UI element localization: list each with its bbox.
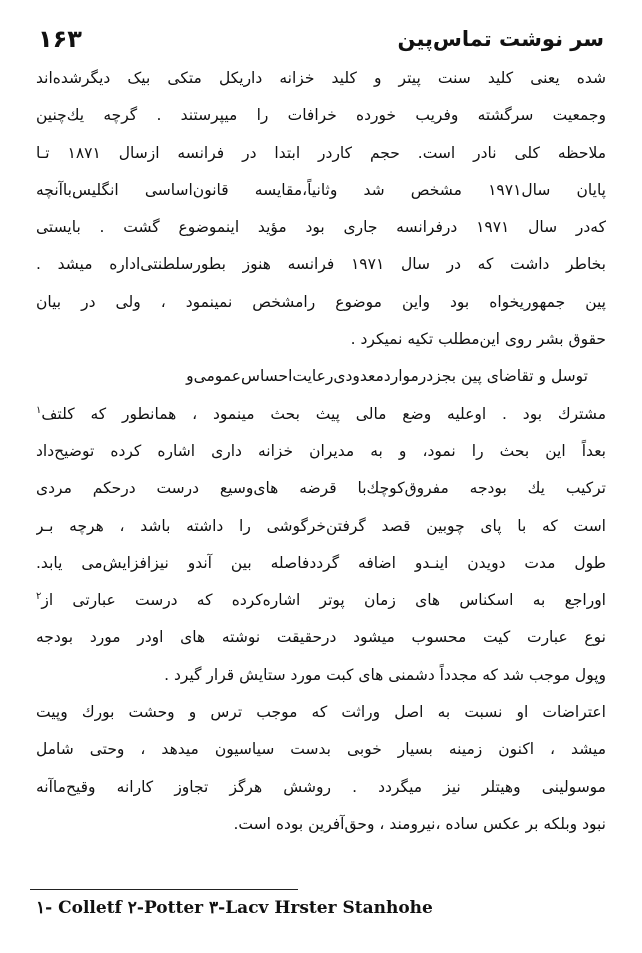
text-line: است که با پای چوبین قصد گرفتن‌خرگوشی را داشته باشد ، هرچه بـر (36, 516, 606, 535)
text-line-content: اوراجع به اسکناس های زمان پوتر اشاره‌کرده که درست عبارتی از (41, 591, 606, 610)
text-line: طول مدت دویدن اینـدو اضافه گرددفاصله بین آندو نیزافزایش‌می یابد. (36, 553, 606, 572)
text-line: که‌در سال ۱۹۷۱ درفرانسه جاری بود مؤید اینموضوع گشت . بایستی (36, 218, 606, 237)
page-number: ۱۶۳ (38, 25, 82, 53)
footnote-ref-2: ۲ (36, 591, 42, 602)
body-text (36, 60, 606, 843)
text-line: بخاطر داشت که در سال ۱۹۷۱ فرانسه هنوز بطورسلطنتی‌اداره میشد . (36, 255, 606, 274)
text-line: میشد ، اکنون زمینه بسیار خوبی بدست سیاسیون میدهد ، وحتی شامل (36, 740, 606, 759)
paragraph-2 (36, 358, 606, 694)
text-line: توسل و تقاضای پین بجزدرموارد‌معدودی‌رعایت‌احساس‌عمومی‌و (186, 367, 588, 386)
running-title: سر نوشت تماس‌پین (397, 27, 604, 51)
text-line: نوع عبارت کیت محسوب میشود درحقیقت نوشته های اودر مورد بودجه (36, 628, 606, 647)
text-line-content: مشترك بود . اوعلیه وضع مالی پیث بحث مینمود ، همانطور که کلتف (41, 404, 606, 423)
text-line: شده یعنی کلید سنت پیتر و کلید خزانه داریکل متکی بیک دیگرشده‌اند (36, 69, 606, 87)
text-line: نبود وبلکه بر عکس ساده ،نیرومند ، وحق‌آفرین بوده است. (233, 814, 606, 833)
text-line: پین جمهوریخواه بود واین موضوع رامشخص نمینمود ، ولی در بیان (36, 292, 606, 311)
paragraph-1 (36, 60, 606, 358)
footnote-divider (30, 889, 298, 890)
paragraph-3 (36, 694, 606, 843)
text-line (36, 582, 606, 619)
text-line: اعتراضات او نسبت به اصل وراثت که موجب ترس و وحشت بورك وپیت (36, 703, 606, 722)
text-line: پایان سال۱۹۷۱ مشخص شد وثانیاً،مقایسه قانون‌اساسی انگلیس‌باآنچه (36, 180, 606, 199)
page-header (38, 20, 604, 58)
footnotes (36, 898, 596, 918)
text-line: ملاحظه کلی نادر است. حجم کاردر ابتدا در فرانسه ازسال ۱۸۷۱ تـا (36, 143, 606, 162)
text-line: موسولینی وهیتلر نیز میگردد . روشش هرگز تجاوز کارانه وقیح‌ماآنه (36, 777, 606, 796)
footnote-list: ۱- Colletf ۲-Potter ۳-Lacv Hrster Stanhohe (36, 898, 433, 918)
text-line: وجمعیت سرگشته وفریب خورده خرافات را میپرستند . گرچه یك‌چنین (36, 106, 606, 125)
text-line: حقوق بشر روی این‌مطلب تکیه نمیکرد . (350, 330, 606, 349)
text-line: ترکیب یك بودجه مفروق‌کوچك‌با قرضه های‌وسیع درست درحکم مردی (36, 479, 606, 498)
text-line: بعداً این بحث را نمود، و به مدیران خزانه داری اشاره کرده توضیح‌داد (36, 441, 606, 460)
text-line: وپول موجب شد که مجدداً دشمنی های کبت مورد ستایش قرار گیرد . (164, 665, 606, 684)
text-line (36, 396, 606, 433)
footnote-ref-1: ۱ (36, 404, 42, 416)
